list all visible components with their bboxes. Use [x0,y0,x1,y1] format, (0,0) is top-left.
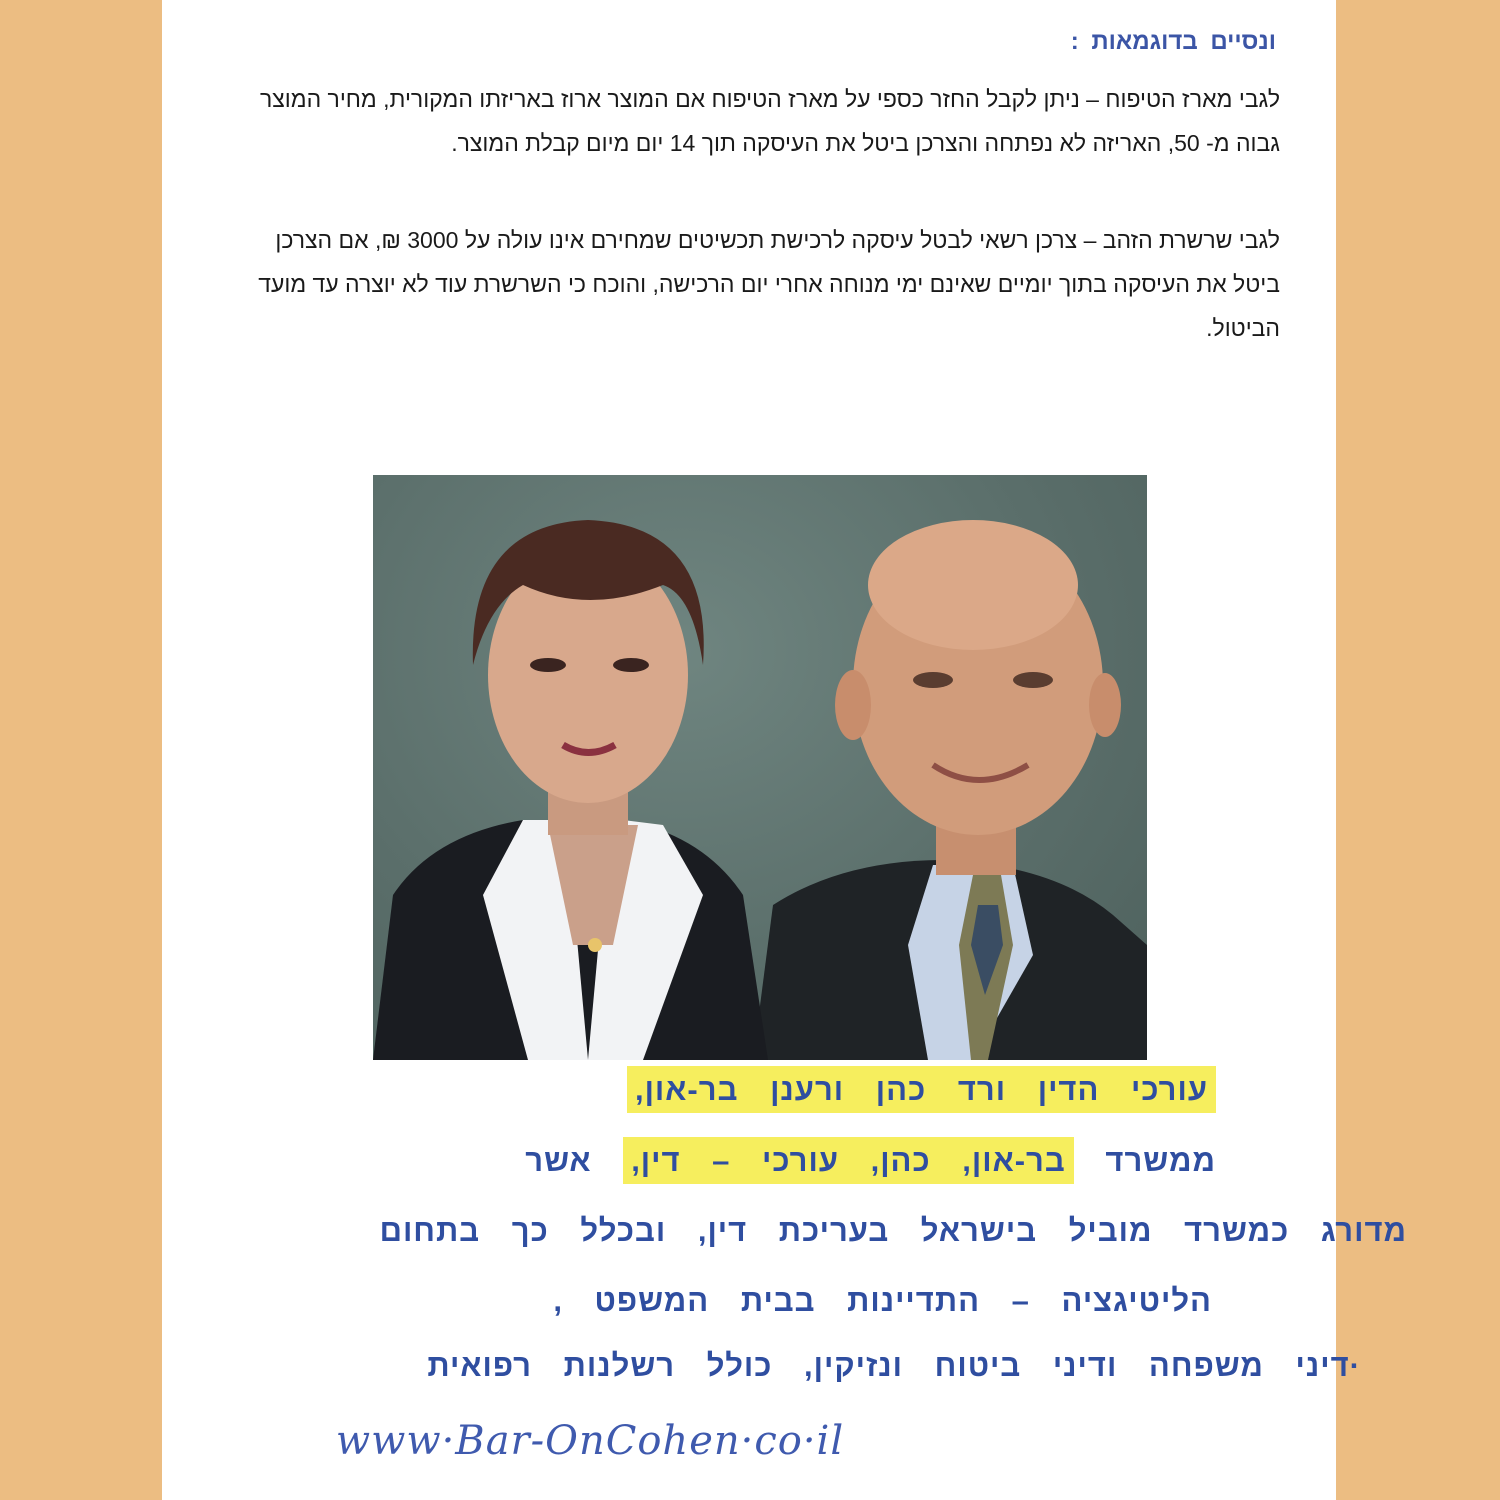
caption-lawyers-names: עורכי הדין ורד כהן ורענן בר-און, [627,1066,1216,1113]
caption-line-2-prefix: ממשרד [1105,1143,1216,1178]
paragraph-beauty-kit: לגבי מארז הטיפוח – ניתן לקבל החזר כספי על מארז הטיפוח אם המוצר ארוז באריזתו המקורית, מחיר המוצר גבוה מ- 50, האריזה לא נפתחה והצרכן ביטל את העיסקה תוך 14 יום מיום קבלת המוצר. [259,86,1280,156]
caption-line-2 [116,1143,1216,1179]
caption-line-1 [116,1072,1216,1108]
caption-line-3: מדורג כמשרד מוביל בישראל בעריכת דין, ובכלל כך בתחום [379,1213,1407,1248]
caption-line-5: ·דיני משפחה ודיני ביטוח ונזיקין, כולל רשלנות רפואית [427,1348,1361,1383]
woman-portrait [373,520,768,1060]
caption-line-4: הליטיגציה – התדיינות בבית המשפט , [553,1283,1212,1318]
caption-firm-name: בר-און, כהן, עורכי – דין, [623,1137,1074,1184]
paragraph-gold-chain: לגבי שרשרת הזהב – צרכן רשאי לבטל עיסקה לרכישת תכשיטים שמחירם אינו עולה על 3000 ₪, אם הצרכן ביטל את העיסקה בתוך יומיים שאינם ימי מנוחה אחרי יום הרכישה, והוכח כי השרשרת עוד לא יוצרה עד מועד הביטול. [258,227,1280,341]
examples-heading: ונסיים בדוגמאות : [1070,28,1276,55]
man-portrait [753,520,1147,1060]
caption-line-2-suffix: אשר [525,1143,592,1178]
lawyers-photo [373,475,1147,1060]
website-link[interactable]: www·Bar-OnCohen·co·il [335,1418,845,1464]
document-page [162,0,1336,1500]
